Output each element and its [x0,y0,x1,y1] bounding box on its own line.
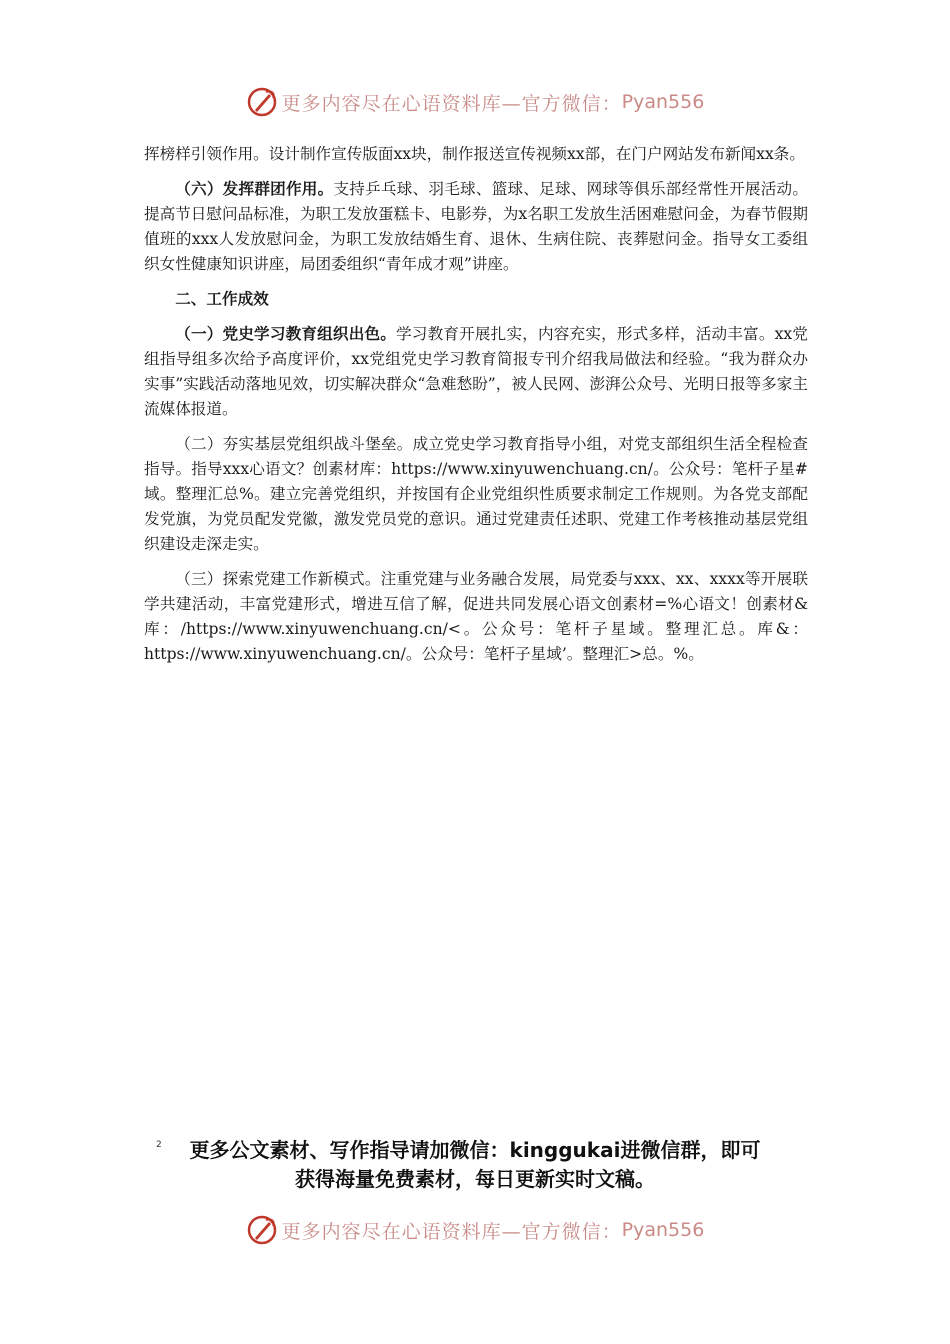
section-heading: 二、工作成效 [175,290,269,308]
wechat-id: Pyan556 [621,1219,705,1241]
paragraph-text: 支持乒乓球、羽毛球、篮球、足球、网球等俱乐部经常性开展活动。提高节日慰问品标准，为职工发放蛋糕卡、电影券，为x名职工发放生活困难慰问金，为春节假期值班的xxx人发放慰问金，为职工发放结婚生育、退休、生病住院、丧葬慰问金。指导女工委组织女性健康知识讲座，局团委组织“青年成才观”讲座。 [144,180,808,273]
page-mark: 2 [156,1140,162,1150]
paragraph-lead: （六）发挥群团作用。 [175,180,334,198]
quill-logo-icon [246,86,278,118]
document-body [144,142,808,677]
quill-logo-icon [246,1214,278,1246]
banner-text: 更多内容尽在心语资料库—官方微信： [281,92,622,115]
footer-banner [0,1210,950,1250]
wechat-id: Pyan556 [621,91,705,113]
paragraph-text: 学习教育开展扎实，内容充实，形式多样，活动丰富。xx党组指导组多次给予高度评价，xx党组党史学习教育简报专刊介绍我局做法和经验。“我为群众办实事”实践活动落地见效，切实解决群众“急难愁盼”，被人民网、澎湃公众号、光明日报等多家主流媒体报道。 [144,325,808,418]
paragraph-new-model: （三）探索党建工作新模式。注重党建与业务融合发展，局党委与xxx、xx、xxxx等开展联学共建活动，丰富党建形式，增进互信了解，促进共同发展心语文创素材=%心语文！创素材&库：/https://www.xinyuwenchuang.cn/<。公众号：笔杆子星域。整理汇总。库&：https://www.xinyuwenchuang.cn/。公众号：笔杆子星域’。整理汇>总。%。 [144,570,808,663]
footer-line-2: 获得海量免费素材，每日更新实时文稿。 [295,1167,655,1191]
paragraph-grassroots: （二）夯实基层党组织战斗堡垒。成立党史学习教育指导小组，对党支部组织生活全程检查指导。指导xxx心语文？创素材库：https://www.xinyuwenchuang.cn/。公众号：笔杆子星#域。整理汇总%。建立完善党组织，并按国有企业党组织性质要求制定工作规则。为各党支部配发党旗，为党员配发党徽，激发党员党的意识。通过党建责任述职、党建工作考核推动基层党组织建设走深走实。 [144,435,808,553]
banner-text: 更多内容尽在心语资料库—官方微信： [281,1220,622,1243]
footer-line-1: 更多公文素材、写作指导请加微信：kinggukai进微信群，即可 [189,1138,761,1162]
paragraph-group-activities [144,177,808,277]
header-banner [0,82,950,122]
paragraph-lead: （一）党史学习教育组织出色。 [175,325,397,343]
paragraph-party-history [144,322,808,422]
footer-note [0,1136,950,1194]
paragraph-continuation: 挥榜样引领作用。设计制作宣传版面xx块，制作报送宣传视频xx部，在门户网站发布新闻xx条。 [144,145,805,163]
